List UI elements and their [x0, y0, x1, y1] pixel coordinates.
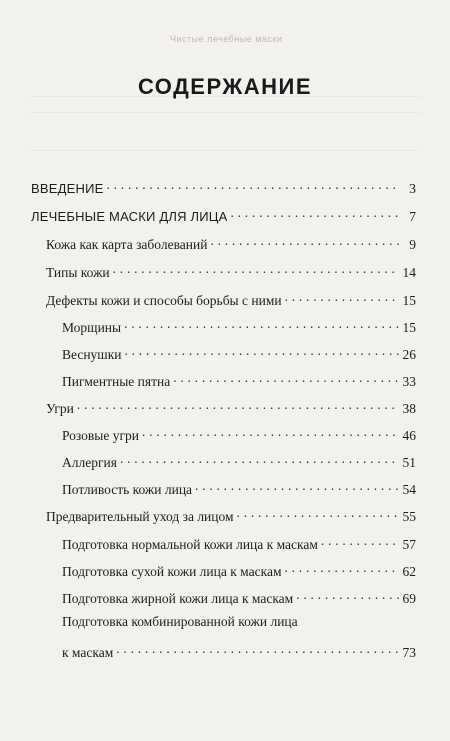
toc-leader-dots: [107, 177, 400, 193]
toc-entry-page: 3: [409, 181, 416, 196]
toc-entry[interactable]: [62, 478, 416, 498]
toc-entry[interactable]: [46, 397, 416, 417]
toc-entry-page: 73: [402, 645, 416, 660]
toc-entry-label: Предварительный уход за лицом: [46, 509, 234, 524]
toc-leader-dots: [195, 478, 399, 494]
toc-leader-dots: [285, 560, 400, 576]
toc-entry[interactable]: [62, 316, 416, 336]
toc-entry-label: Дефекты кожи и способы борьбы с ними: [46, 293, 282, 308]
toc-entry[interactable]: [62, 424, 416, 444]
toc-entry[interactable]: [46, 289, 416, 309]
toc-leader-dots: [120, 451, 399, 467]
toc-entry-label: ЛЕЧЕБНЫЕ МАСКИ ДЛЯ ЛИЦА: [31, 209, 228, 224]
toc-entry[interactable]: [62, 343, 416, 363]
toc-entry-label: Подготовка жирной кожи лица к маскам: [62, 591, 294, 606]
toc-entry-label: Подготовка нормальной кожи лица к маскам: [62, 537, 318, 552]
toc-leader-dots: [230, 205, 399, 221]
toc-entry-page: 15: [402, 293, 416, 308]
toc-entry-page: 14: [402, 265, 416, 280]
toc-entry-page: 33: [402, 374, 416, 389]
toc-entry-label: Потливость кожи лица: [62, 482, 193, 497]
toc-entry-page: 55: [402, 509, 416, 524]
toc-leader-dots: [124, 343, 399, 359]
toc-entry-label: Веснушки: [62, 347, 122, 362]
toc-leader-dots: [285, 289, 399, 305]
toc-entry-label: Кожа как карта заболеваний: [46, 237, 208, 252]
toc-leader-dots: [124, 316, 399, 332]
toc-entry[interactable]: [31, 177, 416, 197]
toc-entry[interactable]: [46, 505, 416, 525]
toc-entry-label: Розовые угри: [62, 428, 139, 443]
toc-entry-label: ВВЕДЕНИЕ: [31, 181, 104, 196]
toc-entry[interactable]: [62, 533, 416, 553]
toc-entry-label: Подготовка сухой кожи лица к маскам: [62, 564, 282, 579]
toc-entry[interactable]: [62, 451, 416, 471]
toc-entry-page: 57: [402, 537, 416, 552]
toc-leader-dots: [116, 641, 399, 657]
toc-entry-page: 62: [402, 564, 416, 579]
toc-leader-dots: [113, 261, 399, 277]
toc-leader-dots: [173, 370, 399, 386]
toc-leader-dots: [77, 397, 399, 413]
toc-entry-page: 54: [402, 482, 416, 497]
toc-entry-page: 69: [402, 591, 416, 606]
running-header: Чистые лечебные маски: [170, 34, 283, 44]
toc-entry-page: 15: [402, 320, 416, 335]
toc-leader-dots: [210, 233, 399, 249]
toc-leader-dots: [237, 505, 399, 521]
toc-entry[interactable]: [62, 641, 416, 661]
toc-entry[interactable]: [62, 370, 416, 390]
toc-entry-label: Аллергия: [62, 455, 117, 470]
toc-entry-label: Пигментные пятна: [62, 374, 171, 389]
toc-entry-page: 9: [409, 237, 416, 252]
toc-leader-dots: [142, 424, 399, 440]
toc-entry[interactable]: [46, 261, 416, 281]
toc-entry-label: Морщины: [62, 320, 122, 335]
toc-entry-label: Угри: [46, 401, 74, 416]
toc-entry-label: Типы кожи: [46, 265, 110, 280]
toc-entry[interactable]: [62, 587, 416, 607]
toc-entry-page: 38: [402, 401, 416, 416]
toc-entry-page: 51: [402, 455, 416, 470]
toc-entry[interactable]: [46, 233, 416, 253]
toc-entry-page: 46: [402, 428, 416, 443]
toc-entry-page: 26: [402, 347, 416, 362]
toc-entry-page: 7: [409, 209, 416, 224]
toc-entry-label-first-line[interactable]: Подготовка комбинированной кожи лица: [62, 614, 298, 629]
toc-leader-dots: [321, 533, 399, 549]
page-title: СОДЕРЖАНИЕ: [137, 74, 313, 99]
toc-entry-label: к маскам: [62, 645, 114, 660]
toc-leader-dots: [296, 587, 399, 603]
toc-entry[interactable]: [62, 560, 416, 580]
toc-entry[interactable]: [31, 205, 416, 225]
